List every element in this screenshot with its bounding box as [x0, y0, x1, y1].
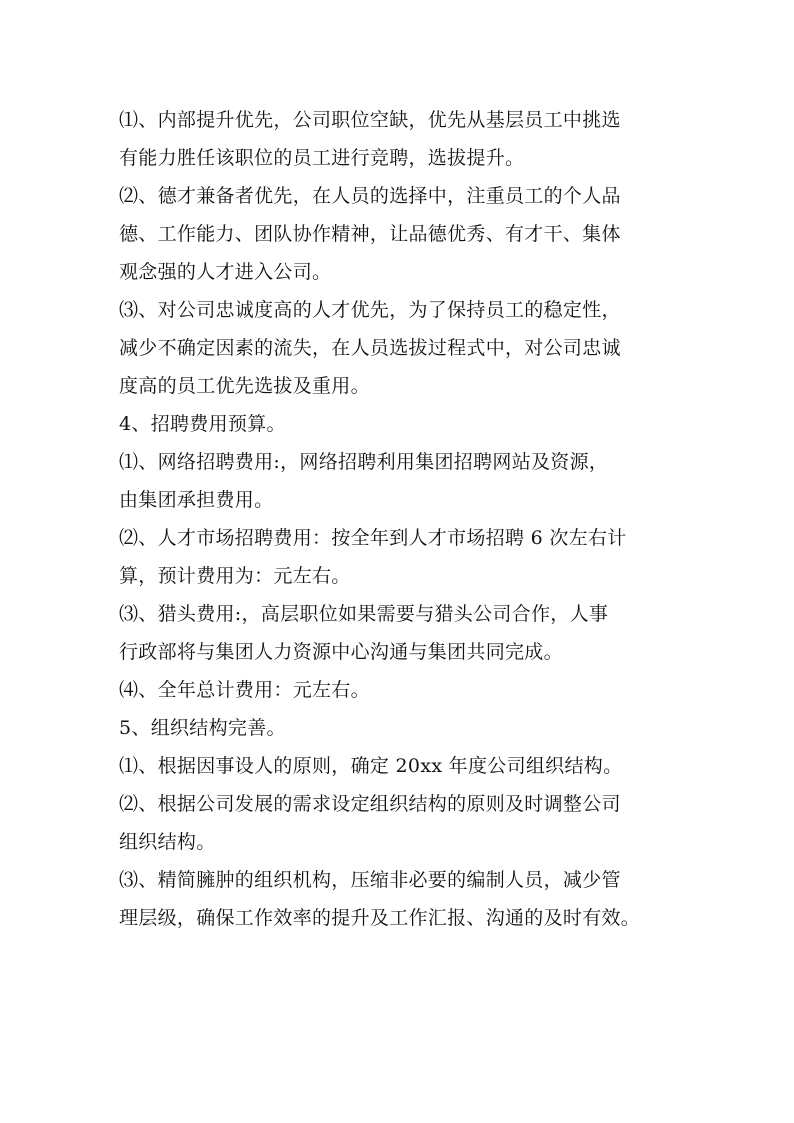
text-line: ⑴、内部提升优先，公司职位空缺，优先从基层员工中挑选: [119, 109, 621, 131]
document-body: [119, 101, 679, 937]
text-line: ⑶、精简臃肿的组织机构，压缩非必要的编制人员，减少管: [119, 869, 621, 891]
text-line: 有能力胜任该职位的员工进行竞聘，选拔提升。: [119, 147, 525, 169]
text-line: 组织结构。: [119, 831, 216, 853]
text-line: ⑷、全年总计费用：元左右。: [119, 679, 370, 701]
text-line: 观念强的人才进入公司。: [119, 261, 332, 283]
text-line: ⑵、人才市场招聘费用：按全年到人才市场招聘 6 次左右计: [119, 527, 627, 549]
text-line: 度高的员工优先选拔及重用。: [119, 375, 370, 397]
text-line: ⑵、德才兼备者优先，在人员的选择中，注重员工的个人品: [119, 185, 621, 207]
text-line: 由集团承担费用。: [119, 489, 274, 511]
text-line: ⑶、猎头费用:，高层职位如果需要与猎头公司合作，人事: [119, 603, 609, 625]
text-line: ⑴、网络招聘费用:，网络招聘利用集团招聘网站及资源，: [119, 451, 609, 473]
text-line: 减少不确定因素的流失，在人员选拔过程式中，对公司忠诚: [119, 337, 621, 359]
section-heading: 5、组织结构完善。: [119, 717, 286, 739]
text-line: ⑶、对公司忠诚度高的人才优先，为了保持员工的稳定性，: [119, 299, 621, 321]
section-heading: 4、招聘费用预算。: [119, 413, 286, 435]
text-line: 算，预计费用为：元左右。: [119, 565, 351, 587]
text-line: 理层级，确保工作效率的提升及工作汇报、沟通的及时有效。: [119, 907, 641, 929]
text-line: ⑵、根据公司发展的需求设定组织结构的原则及时调整公司: [119, 793, 621, 815]
text-line: 德、工作能力、团队协作精神，让品德优秀、有才干、集体: [119, 223, 621, 245]
text-line: ⑴、根据因事设人的原则，确定 20xx 年度公司组织结构。: [119, 755, 623, 777]
text-line: 行政部将与集团人力资源中心沟通与集团共同完成。: [119, 641, 563, 663]
